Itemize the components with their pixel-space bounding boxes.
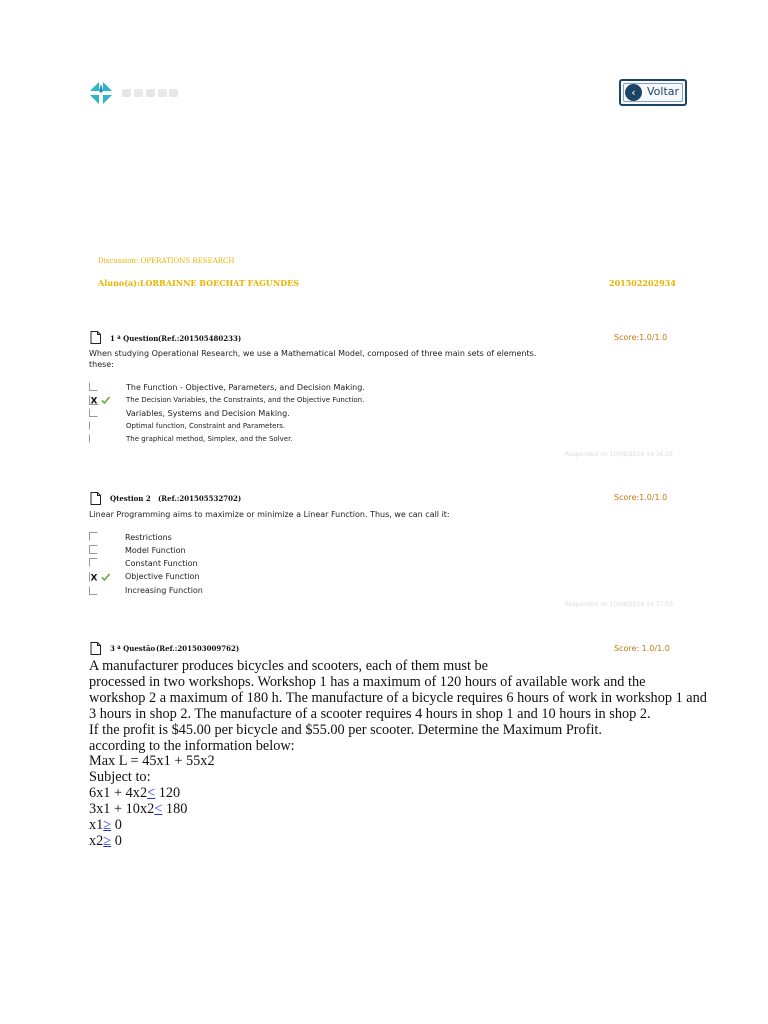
option-checkbox[interactable]	[89, 421, 98, 430]
objective-function: Max L = 45x1 + 55x2	[89, 753, 215, 770]
option-checkbox[interactable]	[89, 558, 98, 567]
question-ref: (Ref.:201503009762)	[156, 644, 240, 653]
constraint-lhs: x2	[89, 832, 104, 849]
constraint-sign-link[interactable]: <	[147, 785, 156, 802]
option-checkbox-selected[interactable]	[89, 572, 111, 582]
option-label: The graphical method, Simplex, and the Solver.	[126, 435, 293, 443]
document-icon	[90, 331, 101, 344]
statement-line: When studying Operational Research, we use a Mathematical Model, composed of three main sets of elements.	[89, 349, 537, 358]
chevron-left-icon: ‹	[625, 84, 642, 101]
question-score: Score:1.0/1.0	[614, 333, 668, 342]
option-label: Restrictions	[125, 533, 172, 542]
body-line: If the profit is $45.00 per bicycle and $55.00 per scooter. Determine the Maximum Profit.	[89, 721, 602, 738]
responded-timestamp: Responded on 10/08/2019 14:37:53	[565, 601, 674, 608]
question-ref: (Ref.:201505480233)	[158, 334, 242, 343]
option-checkbox[interactable]	[89, 408, 98, 417]
option-checkbox-selected[interactable]	[89, 395, 111, 405]
body-line: workshop 2 a maximum of 180 h. The manufacture of a bicycle requires 6 hours of work in workshop 1 and	[89, 689, 707, 706]
constraint-line	[89, 834, 729, 850]
back-button-label: Voltar	[647, 85, 680, 98]
site-logo	[88, 80, 188, 108]
constraint-line	[89, 786, 729, 802]
option-label: Optimal function, Constraint and Parameters.	[126, 422, 286, 430]
question-number: 3 ª Questão	[110, 644, 156, 653]
constraint-rhs: 120	[155, 785, 181, 802]
body-line: 3 hours in shop 2. The manufacture of a scooter requires 4 hours in shop 1 and 10 hours in shop 2.	[89, 705, 651, 722]
student-name: Aluno(a):LORRAINNE BOECHAT FAGUNDES	[98, 278, 300, 288]
document-icon	[90, 642, 101, 655]
responded-timestamp: Responded on 10/08/2019 14:36:35	[565, 451, 674, 458]
logo-wordmark-icon	[122, 88, 178, 98]
option-label: Constant Function	[125, 559, 198, 568]
option-label: Increasing Function	[125, 586, 203, 595]
body-line: Subject to:	[89, 769, 151, 786]
option-label: The Function - Objective, Parameters, and Decision Making.	[126, 383, 365, 392]
constraint-line	[89, 802, 729, 818]
statement-line: these:	[89, 360, 114, 369]
option-checkbox[interactable]	[89, 545, 98, 554]
question-ref: (Ref.:201505532702)	[158, 494, 242, 503]
constraint-rhs: 180	[162, 801, 188, 818]
body-line: according to the information below:	[89, 737, 295, 754]
constraint-sign-link[interactable]: <	[154, 801, 163, 818]
student-id: 201502202934	[609, 278, 676, 288]
option-label: Objective Function	[125, 572, 200, 581]
constraint-line	[89, 818, 729, 834]
svg-text:X: X	[90, 396, 98, 405]
logo-mark-icon	[88, 80, 114, 106]
option-label: The Decision Variables, the Constraints, and the Objective Function.	[126, 396, 365, 404]
document-icon	[90, 492, 101, 505]
question-number: 1 ª Question	[110, 334, 159, 343]
statement-line: Linear Programming aims to maximize or minimize a Linear Function. Thus, we can call it:	[89, 510, 450, 519]
option-label: Model Function	[125, 546, 186, 555]
question-score: Score: 1.0/1.0	[614, 644, 670, 653]
question-statement	[89, 348, 536, 370]
option-checkbox[interactable]	[89, 532, 98, 541]
constraint-lhs: 6x1 + 4x2	[89, 785, 148, 802]
question-statement	[89, 509, 450, 520]
question-body	[89, 659, 729, 850]
constraint-lhs: x1	[89, 817, 104, 834]
option-label: Variables, Systems and Decision Making.	[126, 409, 290, 418]
constraint-sign-link[interactable]: ≥	[103, 817, 112, 834]
constraint-rhs: 0	[111, 832, 122, 849]
constraint-rhs: 0	[111, 817, 122, 834]
question-number: Qtestion 2	[110, 494, 151, 503]
body-line: A manufacturer produces bicycles and scooters, each of them must be	[89, 658, 488, 674]
question-score: Score:1.0/1.0	[614, 493, 668, 502]
option-checkbox[interactable]	[89, 434, 98, 443]
body-line: processed in two workshops. Workshop 1 has a maximum of 120 hours of available work and the	[89, 673, 646, 690]
option-checkbox[interactable]	[89, 586, 98, 595]
discipline-label: Discussion: OPERATIONS RESEARCH	[98, 257, 235, 265]
back-button[interactable]	[619, 79, 687, 106]
constraint-sign-link[interactable]: ≥	[103, 832, 112, 849]
svg-text:X: X	[90, 573, 98, 582]
option-checkbox[interactable]	[89, 382, 98, 391]
constraint-lhs: 3x1 + 10x2	[89, 801, 155, 818]
